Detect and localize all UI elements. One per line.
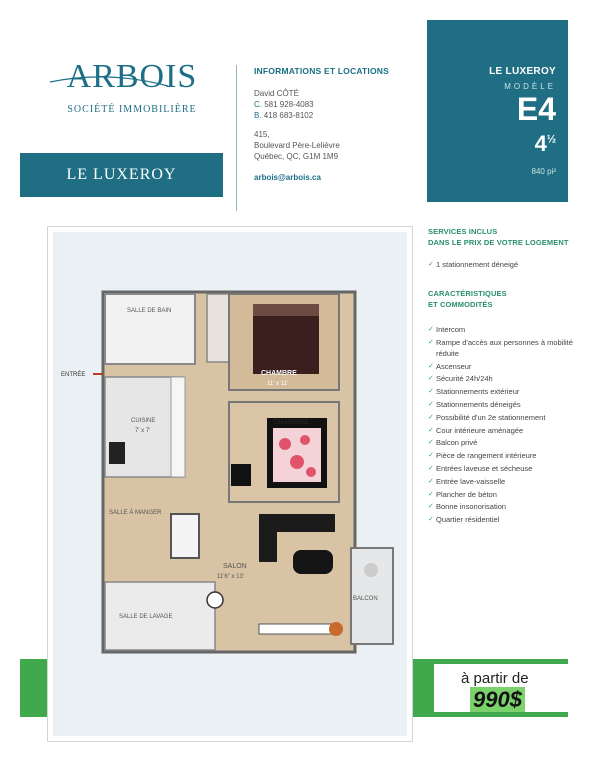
label-bath: SALLE DE BAIN <box>127 308 172 314</box>
price-amount: 990$ <box>470 687 525 712</box>
feature-item: ✓ Possibilité d'un 2e stationnement <box>428 412 578 425</box>
label-laundry: SALLE DE LAVAGE <box>119 614 173 620</box>
model-card <box>427 20 568 202</box>
bath-room <box>105 294 195 364</box>
feature-item: ✓ Balcon privé <box>428 437 578 450</box>
office-number[interactable]: 418 683-8102 <box>263 111 314 120</box>
contact-title: INFORMATIONS ET LOCATIONS <box>254 66 390 76</box>
logo-wordmark: ARBOIS <box>66 58 198 95</box>
contact-block <box>254 66 414 183</box>
services-title-1: SERVICES INCLUS <box>428 227 498 236</box>
cell-prefix: C. <box>254 100 262 109</box>
model-code: E4 <box>516 91 556 127</box>
feature-item: ✓ Stationnements extérieur <box>428 386 578 399</box>
address-line-2: Boulevard Père-Lelièvre <box>254 141 340 150</box>
rooms-fraction: ½ <box>546 133 556 146</box>
label-dining: SALLE À MANGER <box>109 510 162 516</box>
label-balcony: BALCON <box>353 596 378 602</box>
floor-plan-frame <box>47 226 413 742</box>
tv-unit <box>259 624 331 634</box>
header-divider <box>236 65 237 211</box>
address-line-1: 415, <box>254 130 270 139</box>
model-area: 840 pi² <box>531 167 556 176</box>
feature-item: ✓ Entrées laveuse et sécheuse <box>428 463 578 476</box>
lamp-icon <box>329 622 343 636</box>
label-living-size: 11'6" x 13' <box>217 574 244 580</box>
building-name: LE LUXEROY <box>66 166 177 183</box>
model-label: MODÈLE <box>504 82 556 91</box>
label-bedroom-1: CHAMBRE <box>261 370 297 377</box>
address-line-3: Québec, QC, G1M 1M9 <box>254 152 339 161</box>
label-bedroom-1-size: 11' x 11' <box>267 381 289 387</box>
contact-email[interactable]: arbois@arbois.ca <box>254 173 321 182</box>
feature-item: ✓ Ascenseur <box>428 361 578 374</box>
model-building: LE LUXEROY <box>489 66 556 77</box>
services-panel <box>428 226 578 527</box>
price-label: à partir de <box>461 670 529 687</box>
contact-cell <box>254 99 414 110</box>
model-rooms <box>427 131 556 157</box>
feature-item: ✓ Quartier résidentiel <box>428 514 578 527</box>
features-title-2: ET COMMODITÉS <box>428 299 493 309</box>
contact-name: David CÔTÉ <box>254 89 299 98</box>
floor-plan <box>53 232 407 736</box>
bed-1-pillows <box>253 304 319 316</box>
feature-item: ✓ Bonne insonorisation <box>428 501 578 514</box>
label-bedroom-2: CHAMBRE <box>273 419 309 426</box>
label-kitchen-size: 7' x 7' <box>135 428 151 434</box>
price-value <box>470 687 525 713</box>
dining-table <box>171 514 199 558</box>
logo-subtitle: SOCIÉTÉ IMMOBILIÈRE <box>67 104 197 115</box>
feature-item: ✓ Sécurité 24h/24h <box>428 373 578 386</box>
services-title-2: DANS LE PRIX DE VOTRE LOGEMENT <box>428 238 569 247</box>
services-list <box>428 259 578 272</box>
contact-office <box>254 110 414 121</box>
rooms-main: 4 <box>534 131 547 156</box>
feature-item: ✓ Plancher de béton <box>428 489 578 502</box>
swoosh-icon <box>48 60 216 100</box>
feature-item: ✓ Intercom <box>428 324 578 337</box>
ottoman <box>293 550 333 574</box>
stove <box>109 442 125 464</box>
closet <box>207 294 229 362</box>
label-kitchen: CUISINE <box>131 418 156 424</box>
feature-item: ✓ Pièce de rangement intérieure <box>428 450 578 463</box>
cell-number[interactable]: 581 928-4083 <box>264 100 314 109</box>
desk <box>231 464 251 486</box>
floor-plan-drawing <box>53 232 407 736</box>
kitchen-counter <box>171 377 185 477</box>
label-living: SALON <box>223 563 247 570</box>
feature-item: ✓ Cour intérieure aménagée <box>428 425 578 438</box>
price-card <box>434 664 568 712</box>
features-list <box>428 324 578 527</box>
feature-item: ✓ Rampe d'accès aux personnes à mobilité réduite <box>428 337 578 359</box>
office-prefix: B. <box>254 111 262 120</box>
feature-item: ✓ Stationnements déneigés <box>428 399 578 412</box>
service-item: ✓ 1 stationnement déneigé <box>428 259 578 272</box>
label-entry: ENTRÉE <box>61 372 86 378</box>
arbois-logo <box>48 60 216 115</box>
features-title-1: CARACTÉRISTIQUES <box>428 288 507 298</box>
washer-icon <box>207 592 223 608</box>
feature-item: ✓ Entrée lave-vaisselle <box>428 476 578 489</box>
building-name-banner <box>20 153 223 197</box>
